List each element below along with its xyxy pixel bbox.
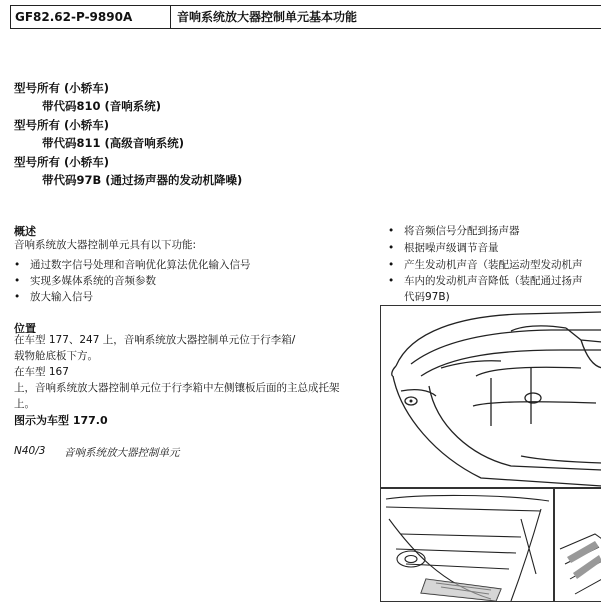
code-line-1: 带代码810 (音响系统): [42, 99, 162, 113]
location-line: 载物舱底板下方。: [14, 350, 98, 362]
location-line: 在车型 177、247 上，音响系统放大器控制单元位于行李箱/: [14, 334, 296, 346]
code-line-3: 带代码97B (通过扬声器的发动机降噪): [42, 173, 243, 187]
right-bullet: • 车内的发动机声音降低（装配通过扬声: [388, 275, 583, 287]
document-header: [10, 5, 601, 29]
legend-label: 音响系统放大器控制单元: [64, 447, 180, 459]
car-rear-illustration: [380, 305, 601, 488]
legend-code: N40/3: [14, 445, 46, 457]
figure-caption: 图示为车型 177.0: [14, 414, 108, 427]
right-bullet: • 根据噪声级调节音量: [388, 242, 499, 254]
location-line: 在车型 167: [14, 366, 69, 378]
code-line-2: 带代码811 (高级音响系统): [42, 136, 185, 150]
right-bullet: • 将音频信号分配到扬声器: [388, 225, 520, 237]
amplifier-module-drawing: [555, 489, 601, 601]
trunk-floor-drawing: [381, 489, 553, 601]
overview-bullet: • 放大输入信号: [14, 291, 93, 303]
model-line-1: 型号所有 (小轿车): [14, 81, 110, 95]
model-line-3: 型号所有 (小轿车): [14, 155, 110, 169]
amplifier-module-illustration: [554, 488, 601, 602]
model-line-2: 型号所有 (小轿车): [14, 118, 110, 132]
location-line: 上，音响系统放大器控制单元位于行李箱中左侧镶板后面的主总成托架: [14, 382, 340, 394]
overview-intro: 音响系统放大器控制单元具有以下功能:: [14, 239, 197, 251]
overview-heading: 概述: [14, 225, 36, 238]
document-title: 音响系统放大器控制单元基本功能: [177, 10, 358, 24]
location-heading: 位置: [14, 322, 36, 335]
location-line: 上。: [14, 398, 35, 410]
right-bullet-continuation: 代码97B): [404, 291, 450, 303]
trunk-floor-illustration: [380, 488, 554, 602]
car-outline-drawing: [381, 306, 601, 487]
overview-bullet: • 实现多媒体系统的音频参数: [14, 275, 156, 287]
right-bullet: • 产生发动机声音（装配运动型发动机声: [388, 259, 583, 271]
overview-bullet: • 通过数字信号处理和音响优化算法优化输入信号: [14, 259, 251, 271]
document-code: GF82.62-P-9890A: [11, 6, 171, 28]
